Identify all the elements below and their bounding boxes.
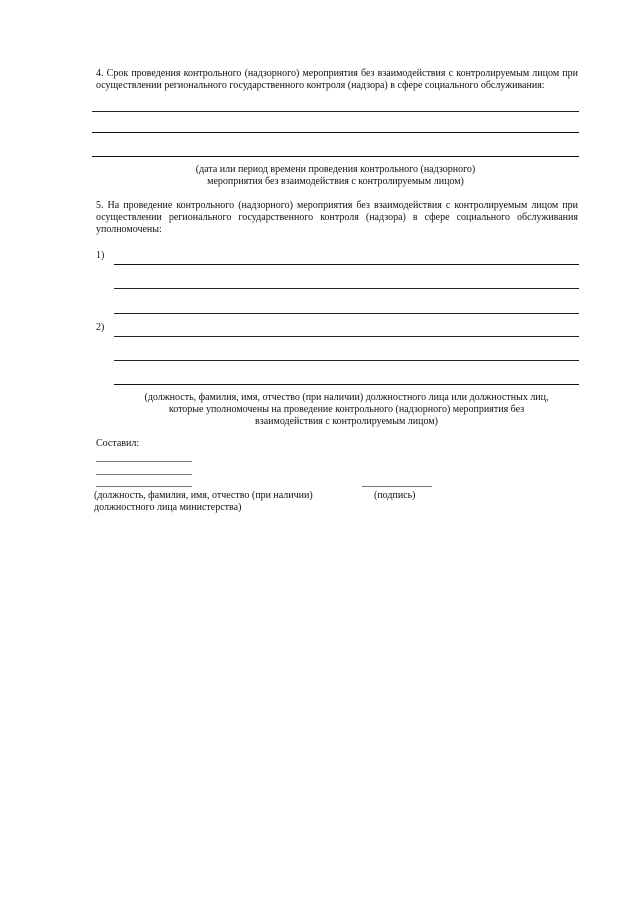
officers-caption-line-3: взаимодействия с контролируемым лицом) — [255, 416, 438, 427]
compiler-position-line-2[interactable] — [96, 474, 192, 475]
signature-caption: (подпись) — [374, 490, 416, 501]
compiler-position-line-3[interactable] — [96, 486, 192, 487]
officer-1-line-2[interactable] — [114, 288, 579, 289]
officers-caption-line-2: которые уполномочены на проведение контрольного (надзорного) мероприятия без — [168, 404, 525, 415]
date-field-line-2[interactable] — [92, 132, 579, 133]
date-field-line-1[interactable] — [92, 111, 579, 112]
compiled-label: Составил: — [96, 438, 140, 449]
date-field-line-3[interactable] — [92, 156, 579, 157]
compiler-caption-line-1: (должность, фамилия, имя, отчество (при наличии) — [94, 490, 313, 501]
officer-1-line-3[interactable] — [114, 313, 579, 314]
signature-line[interactable] — [362, 486, 432, 487]
officer-2-line-3[interactable] — [114, 384, 579, 385]
section-4-text: 4. Срок проведения контрольного (надзорного) мероприятия без взаимодействия с контролируемым лицом при осуществлении регионального государственного контроля (надзора) в сфере социального обслуживания: — [96, 68, 578, 91]
item-2-number: 2) — [96, 322, 105, 333]
item-1-number: 1) — [96, 250, 105, 261]
officer-1-line-1[interactable] — [114, 264, 579, 265]
section-5-text: 5. На проведение контрольного (надзорного) мероприятия без взаимодействия с контролируемым лицом при осуществлении регионального государственного контроля (надзора) в сфере социального обслуживания уполномочены: — [96, 200, 578, 235]
date-caption-line-1: (дата или период времени проведения контрольного (надзорного) — [195, 164, 476, 175]
compiler-position-line-1[interactable] — [96, 461, 192, 462]
date-caption-line-2: мероприятия без взаимодействия с контролируемым лицом) — [207, 176, 464, 187]
compiler-caption-line-2: должностного лица министерства) — [94, 502, 242, 513]
officers-caption-line-1: (должность, фамилия, имя, отчество (при наличии) должностного лица или должностных лиц, — [144, 392, 549, 403]
officer-2-line-2[interactable] — [114, 360, 579, 361]
officer-2-line-1[interactable] — [114, 336, 579, 337]
